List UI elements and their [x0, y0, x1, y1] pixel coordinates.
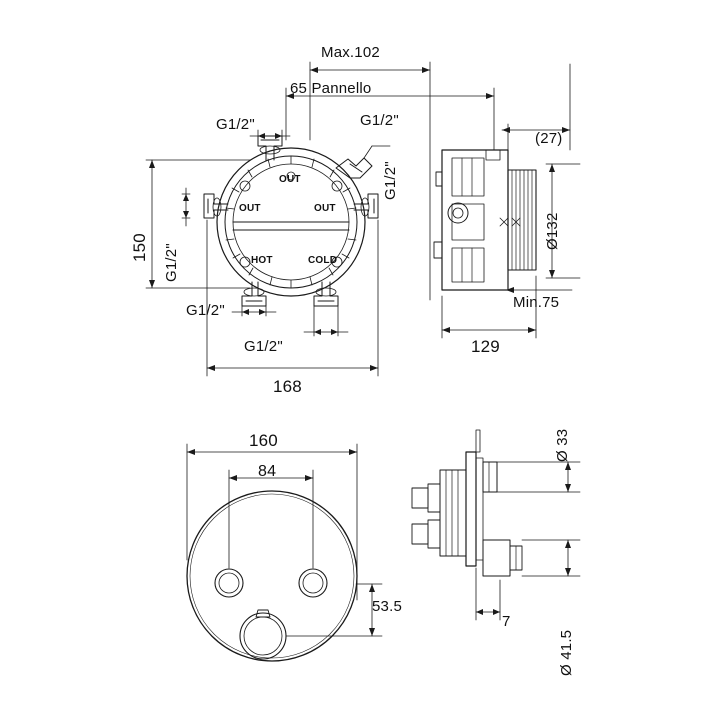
dim-label-168: 168 [273, 377, 302, 396]
port-mark-out-left: OUT [239, 203, 261, 214]
dim-label-min-75: Min.75 [513, 294, 560, 311]
dim-label-150: 150 [130, 233, 149, 262]
port-mark-out-top: OUT [279, 174, 301, 185]
dim-label-diam-132: Ø132 [544, 212, 561, 250]
dim-label-g12-top: G1/2" [216, 116, 255, 133]
top-right-side-view [434, 150, 536, 290]
dim-label-53-5: 53.5 [372, 598, 402, 615]
dim-label-g12-left-vertical: G1/2" [163, 243, 180, 282]
dim-label-g12-bottom-center: G1/2" [244, 338, 283, 355]
dim-label-max-102: Max.102 [321, 44, 380, 61]
dim-label-7: 7 [502, 613, 511, 630]
dim-label-g12-bottom-left: G1/2" [186, 302, 225, 319]
port-mark-cold: COLD [308, 255, 338, 266]
dim-label-g12-right-rotated: G1/2" [382, 161, 399, 200]
dim-label-84: 84 [258, 463, 277, 480]
top-left-front-view [204, 136, 378, 306]
port-mark-out-right: OUT [314, 203, 336, 214]
dim-label-65-pannello: 65 Pannello [290, 80, 372, 97]
dimension-lines-top [146, 62, 580, 376]
dim-label-g12-right-upper: G1/2" [360, 112, 399, 129]
bottom-left-trim-plate-view [187, 491, 357, 661]
dim-label-160: 160 [249, 431, 278, 450]
port-mark-hot: HOT [251, 255, 273, 266]
dim-label-diam-41-5: Ø 41.5 [558, 629, 575, 676]
bottom-right-side-view [412, 430, 522, 576]
dim-label-diam-33: Ø 33 [554, 428, 571, 462]
dim-label-27: (27) [535, 130, 563, 147]
dim-label-129: 129 [471, 337, 500, 356]
